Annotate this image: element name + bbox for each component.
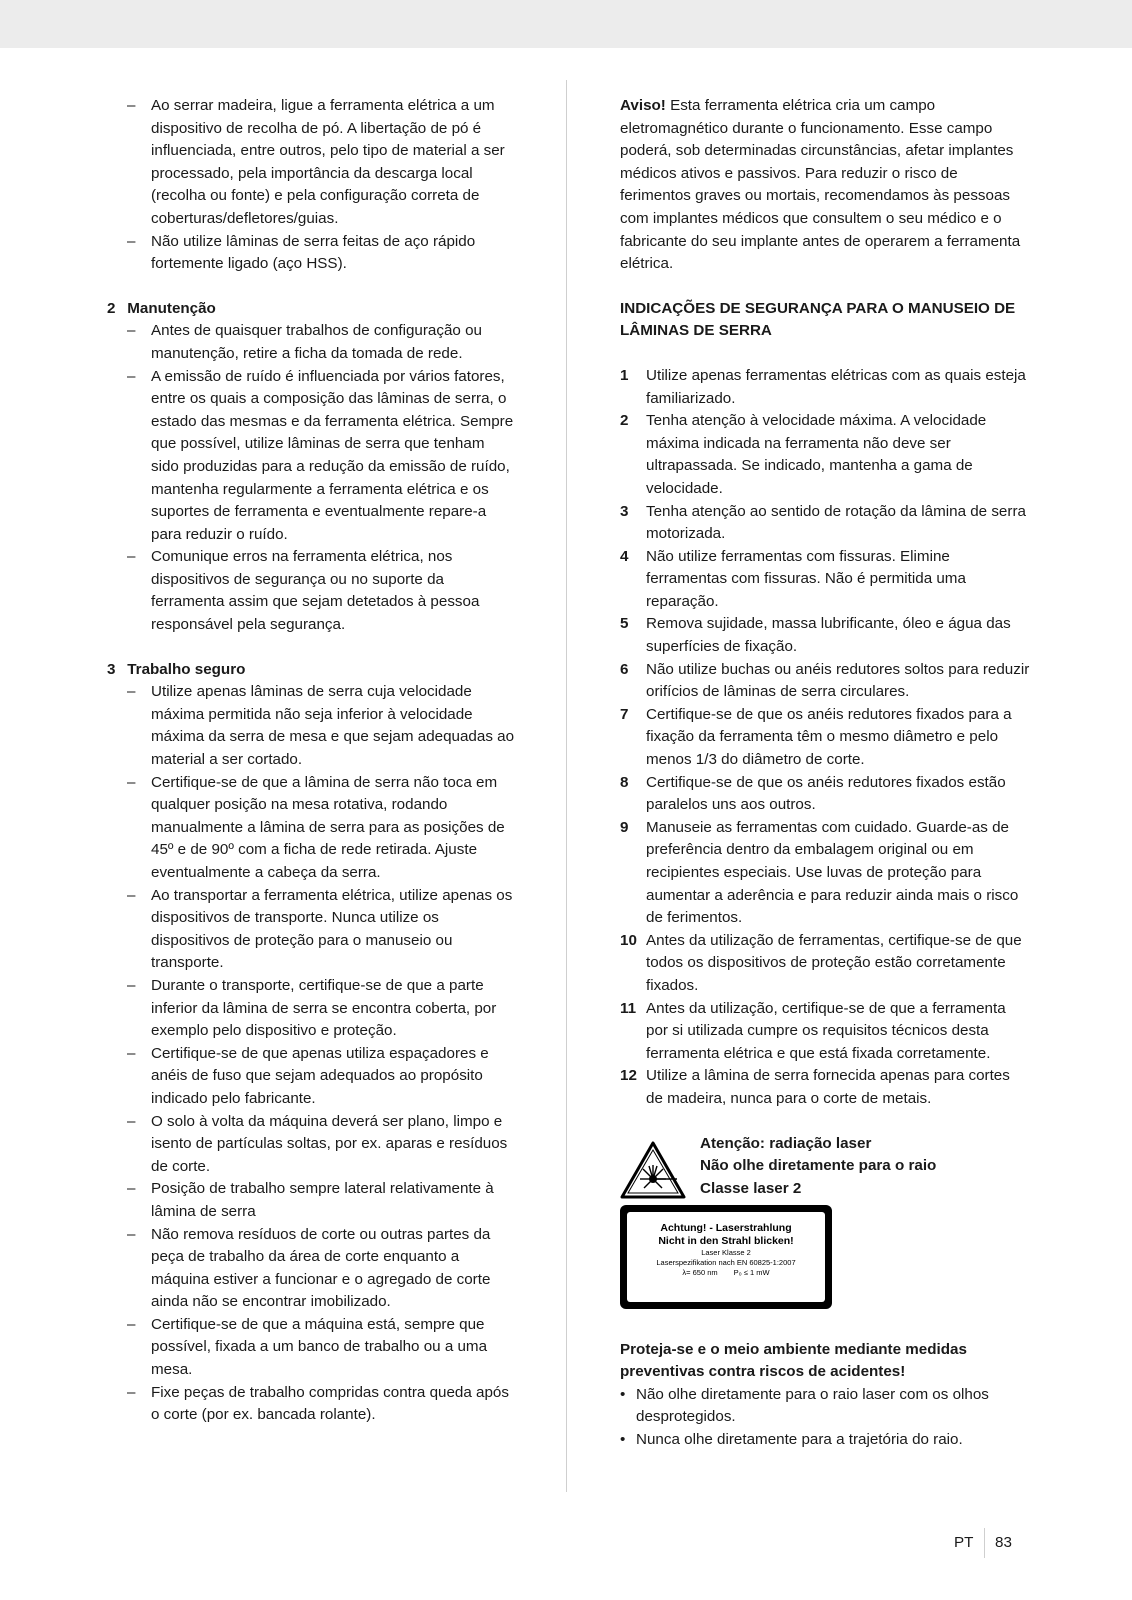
blade-safety-heading: INDICAÇÕES DE SEGURANÇA PARA O MANUSEIO DE LÂMINAS DE SERRA	[620, 299, 1016, 340]
list-item: 3 Tenha atenção ao sentido de rotação da lâmina de serra motorizada.	[620, 502, 1026, 543]
footer-divider	[984, 1528, 985, 1558]
list-item: – Ao serrar madeira, ligue a ferramenta elétrica a um dispositivo de recolha de pó. A libertação de pó é influenciada, entre outros, pelo tipo de material a ser processado, pela importância da descarga local (recolha ou fonte) e pela configuração correta de coberturas/defletores/guias.	[107, 95, 515, 231]
list-item: – Utilize apenas lâminas de serra cuja velocidade máxima permitida não seja inferior à velocidade máxima da serra de mesa e que sejam adequadas ao material a ser cortado.	[107, 681, 515, 771]
label-line: Laser Klasse 2	[701, 1247, 751, 1257]
section-maintenance	[107, 298, 515, 637]
label-line: Laserspezifikation nach EN 60825-1:2007	[656, 1257, 796, 1267]
left-column	[107, 95, 515, 1427]
list-item: – Posição de trabalho sempre lateral relativamente à lâmina de serra	[107, 1178, 515, 1223]
laser-label	[620, 1205, 832, 1309]
laser-hazard-icon	[620, 1141, 686, 1199]
list-item: – Fixe peças de trabalho compridas contra queda após o corte (por ex. bancada rolante).	[107, 1382, 515, 1427]
intro-list	[107, 95, 515, 276]
protect-list	[620, 1384, 1030, 1452]
list-item: – O solo à volta da máquina deverá ser plano, limpo e isento de partículas soltas, por ex. aparas e resíduos de corte.	[107, 1111, 515, 1179]
top-band	[0, 0, 1132, 48]
list-item: • Nunca olhe diretamente para a trajetória do raio.	[620, 1429, 1030, 1452]
blade-safety-list	[620, 365, 1030, 1111]
warning-label: Aviso!	[620, 97, 666, 114]
list-item: – Antes de quaisquer trabalhos de configuração ou manutenção, retire a ficha da tomada de rede.	[107, 320, 515, 365]
laser-warning	[620, 1133, 1030, 1195]
warning-text: Esta ferramenta elétrica cria um campo eletromagnético durante o funcionamento. Esse campo poderá, sob determinadas circunstâncias, afetar implantes médicos ativos e passivos. Para reduzir o risco de ferimentos graves ou mortais, recomendamos às pessoas com implantes médicos que consultem o seu médico e o fabricante do seu implante antes de operarem a ferramenta elétrica.	[620, 97, 1021, 273]
list-item: – Certifique-se de que a lâmina de serra não toca em qualquer posição na mesa rotativa, rodando manualmente a lâmina de serra para as posições de 45º e de 90º com a ficha de rede retirada. Ajuste eventualmente a cabeça da serra.	[107, 772, 515, 885]
section-safe-work	[107, 659, 515, 1427]
label-line: Achtung! - Laserstrahlung	[660, 1221, 792, 1234]
list-item: • Não olhe diretamente para o raio laser com os olhos desprotegidos.	[620, 1384, 1030, 1429]
page-number: 83	[995, 1534, 1012, 1551]
page-footer	[0, 1532, 1132, 1556]
list-item: 12 Utilize a lâmina de serra fornecida apenas para cortes de madeira, nunca para o corte de metais.	[620, 1067, 1010, 1107]
list-item: 8 Certifique-se de que os anéis redutores fixados estão paralelos uns aos outros.	[620, 773, 1006, 814]
label-line: Nicht in den Strahl blicken!	[658, 1234, 794, 1247]
list-item: 6 Não utilize buchas ou anéis redutores soltos para reduzir orifícios de lâminas de serra circulares.	[620, 660, 1030, 701]
section-heading: 2 Manutenção	[107, 299, 216, 317]
laser-caption: Atenção: radiação laser Não olhe diretamente para o raio Classe laser 2	[700, 1134, 937, 1197]
safe-work-list	[107, 681, 515, 1427]
emf-warning	[620, 95, 1030, 276]
protect-heading: Proteja-se e o meio ambiente mediante medidas preventivas contra riscos de acidentes!	[620, 1340, 967, 1381]
list-item: – Certifique-se de que a máquina está, sempre que possível, fixada a um banco de trabalho ou a uma mesa.	[107, 1314, 515, 1382]
list-item: – Não utilize lâminas de serra feitas de aço rápido fortemente ligado (aço HSS).	[107, 231, 515, 276]
label-line: λ= 650 nm P₀ ≤ 1 mW	[682, 1267, 770, 1277]
list-item: 10 Antes da utilização de ferramentas, certifique-se de que todos os dispositivos de proteção estão corretamente fixados.	[620, 931, 1022, 994]
list-item: – A emissão de ruído é influenciada por vários fatores, entre os quais a composição das lâminas de serra, o estado das mesmas e da ferramenta elétrica. Sempre que possível, utilize lâminas de serra que tenham sido produzidas para a redução da emissão de ruído, mantenha regularmente a ferramenta elétrica e os suportes de ferramenta e eventualmente repare-a para reduzir o ruído.	[107, 366, 515, 547]
right-column	[620, 95, 1030, 1452]
list-item: 1 Utilize apenas ferramentas elétricas com as quais esteja familiarizado.	[620, 366, 1026, 407]
list-item: – Certifique-se de que apenas utiliza espaçadores e anéis de fuso que sejam adequados ao propósito indicado pelo fabricante.	[107, 1043, 515, 1111]
list-item: 5 Remova sujidade, massa lubrificante, óleo e água das superfícies de fixação.	[620, 615, 1011, 656]
list-item: – Comunique erros na ferramenta elétrica, nos dispositivos de segurança ou no suporte da ferramenta assim que sejam detetados à pessoa responsável pela segurança.	[107, 546, 515, 636]
column-divider	[566, 80, 567, 1492]
maintenance-list	[107, 320, 515, 636]
list-item: 4 Não utilize ferramentas com fissuras. Elimine ferramentas com fissuras. Não é permitida uma reparação.	[620, 547, 966, 610]
list-item: – Não remova resíduos de corte ou outras partes da peça de trabalho da área de corte enquanto a máquina estiver a funcionar e o agregado de corte ainda não se encontrar imobilizado.	[107, 1224, 515, 1314]
section-heading: 3 Trabalho seguro	[107, 660, 246, 678]
list-item: 2 Tenha atenção à velocidade máxima. A velocidade máxima indicada na ferramenta não deve ser ultrapassada. Se indicado, mantenha a gama de velocidade.	[620, 412, 987, 497]
list-item: 9 Manuseie as ferramentas com cuidado. Guarde-as de preferência dentro da embalagem original ou em recipientes especiais. Use luvas de proteção para aumentar a aderência e para reduzir ainda mais o risco de ferimentos.	[620, 818, 1019, 927]
list-item: – Durante o transporte, certifique-se de que a parte inferior da lâmina de serra se encontra coberta, por exemplo pelo dispositivo e proteção.	[107, 975, 515, 1043]
list-item: 11 Antes da utilização, certifique-se de que a ferramenta por si utilizada cumpre os requisitos técnicos desta ferramenta elétrica e que está fixada corretamente.	[620, 999, 1006, 1062]
list-item: – Ao transportar a ferramenta elétrica, utilize apenas os dispositivos de transporte. Nunca utilize os dispositivos de proteção para o manuseio ou transporte.	[107, 885, 515, 975]
language-code: PT	[954, 1534, 974, 1551]
list-item: 7 Certifique-se de que os anéis redutores fixados para a fixação da ferramenta têm o mesmo diâmetro e pelo menos 1/3 do diâmetro de corte.	[620, 705, 1012, 769]
